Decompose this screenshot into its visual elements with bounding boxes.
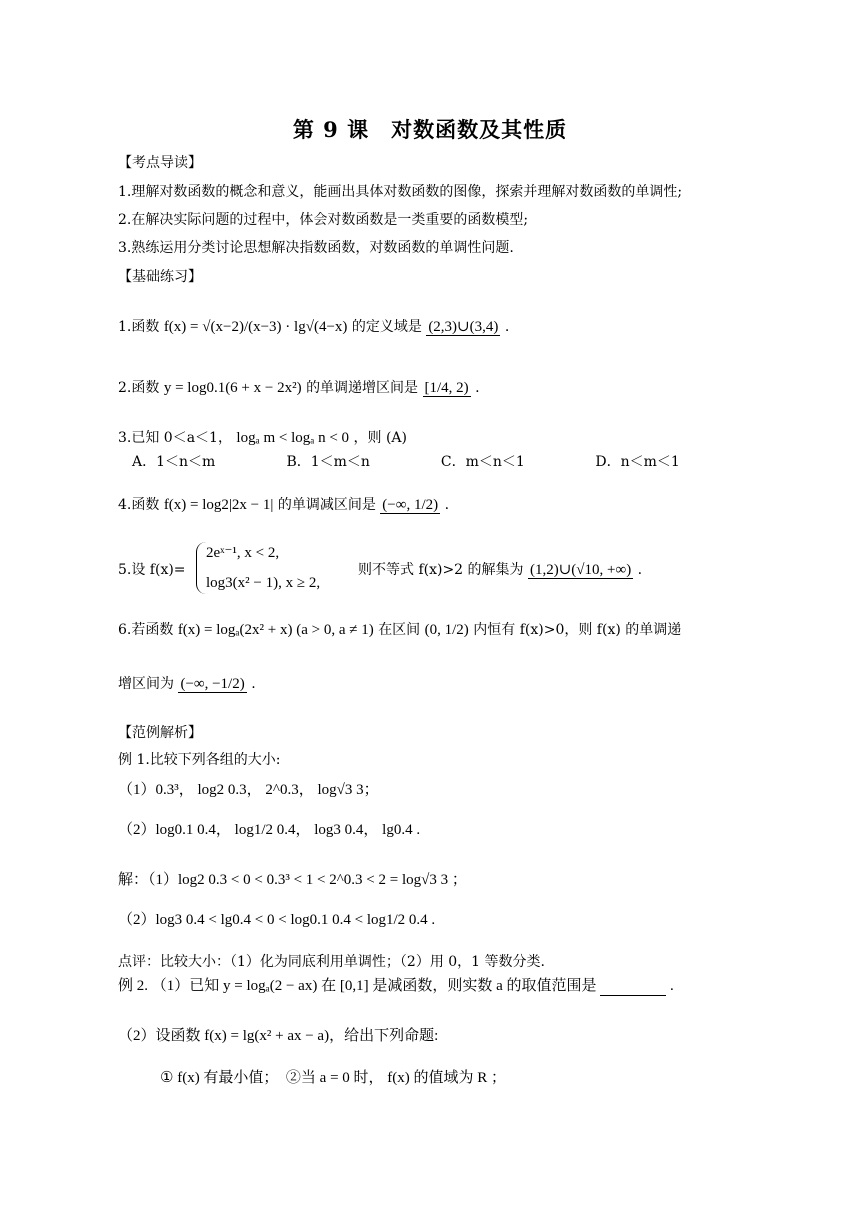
ex1-part1: （1）0.3³， log2 0.3， 2^0.3， log√3 3； xyxy=(118,782,379,798)
ex2-part2: （2）设函数 f(x) = lg(x² + ax − a)，给出下列命题: xyxy=(118,1028,439,1044)
q2-answer: [1/4, 2) xyxy=(424,380,469,396)
q6-formula: f(x) = logₐ(2x² + x) (a > 0, a ≠ 1) xyxy=(177,622,374,638)
ex1-comment: 点评：比较大小：（1）化为同底利用单调性；（2）用 0，1 等数分类. xyxy=(118,954,545,970)
ex2-part1-text: 例 2. （1）已知 y = logₐ(2 − ax) 在 [0,1] 是减函数，则实数 a 的取值范围是 xyxy=(118,978,597,994)
ex1-title: 例 1.比较下列各组的大小: xyxy=(118,752,281,768)
q3-option-b: B．1＜m＜n xyxy=(286,454,370,470)
guide-item-2: 2.在解决实际问题的过程中，体会对数函数是一类重要的函数模型; xyxy=(118,212,529,228)
q4-formula: f(x) = log2|2x − 1| xyxy=(163,497,274,513)
q2-end: . xyxy=(475,380,480,396)
q4-end: . xyxy=(444,497,450,513)
q3-formula: logₐ m < logₐ n < 0 xyxy=(236,430,350,446)
q5-case1: 2eˣ⁻¹, x < 2, xyxy=(206,545,280,561)
q5-end: . xyxy=(637,562,643,578)
q1-mid: 的定义域是 xyxy=(351,319,422,335)
q3-mid: ，则 xyxy=(353,430,382,446)
q3-option-c: C．m＜n＜1 xyxy=(440,454,525,470)
q1-formula: f(x) = √(x−2)/(x−3) · lg√(4−x) xyxy=(163,319,348,335)
ex2-part1-end: . xyxy=(670,978,674,994)
q3-answer: (A) xyxy=(385,430,407,446)
q6-answer: (−∞, −1/2) xyxy=(180,676,245,692)
practice-q3 xyxy=(118,428,407,448)
q1-end: . xyxy=(504,319,510,335)
q6-rest: 内恒有 f(x)>0，则 f(x) 的单调递 xyxy=(473,622,682,638)
q6-end: . xyxy=(251,676,256,692)
section-examples: 【范例解析】 xyxy=(118,725,202,741)
q5-answer: (1,2)∪(√10, +∞) xyxy=(530,562,632,578)
q3-text: 3.已知 0＜a＜1， xyxy=(118,430,232,446)
ex2-answer-blank xyxy=(600,981,666,996)
q6-prefix: 6.若函数 xyxy=(118,622,174,638)
q5-mid: 则不等式 f(x)>2 的解集为 xyxy=(358,562,524,578)
q3-option-d: D．n＜m＜1 xyxy=(595,454,680,470)
practice-q1 xyxy=(118,317,509,337)
q4-answer: (−∞, 1/2) xyxy=(382,497,439,513)
q5-prefix: 5.设 f(x)= xyxy=(118,562,186,578)
q6-mid: 在区间 xyxy=(378,622,421,638)
guide-item-3: 3.熟练运用分类讨论思想解决指数函数，对数函数的单调性问题. xyxy=(118,240,514,256)
q3-option-a: A．1＜n＜m xyxy=(132,454,216,470)
section-practice: 【基础练习】 xyxy=(118,269,202,285)
practice-q4 xyxy=(118,495,449,515)
q2-formula: y = log0.1(6 + x − 2x²) xyxy=(163,380,302,396)
guide-item-1: 1.理解对数函数的概念和意义，能画出具体对数函数的图像，探索并理解对数函数的单调性; xyxy=(118,184,683,200)
practice-q6-line2 xyxy=(118,674,256,694)
practice-q6 xyxy=(118,620,681,640)
ex2-items: ① f(x) 有最小值； ②当 a = 0 时， f(x) 的值域为 R ； xyxy=(160,1070,507,1086)
q6-interval: (0, 1/2) xyxy=(424,622,469,638)
section-guide: 【考点导读】 xyxy=(118,155,202,171)
q2-mid: 的单调递增区间是 xyxy=(306,380,419,396)
q3-options xyxy=(132,452,745,472)
ex2-part1 xyxy=(118,976,674,996)
q2-prefix: 2.函数 xyxy=(118,380,160,396)
page-title: 第 9 课 对数函数及其性质 xyxy=(292,117,568,142)
q4-prefix: 4.函数 xyxy=(118,497,160,513)
q6-line2: 增区间为 xyxy=(118,676,174,692)
q4-mid: 的单调减区间是 xyxy=(277,497,376,513)
practice-q5 xyxy=(118,560,186,580)
q1-prefix: 1.函数 xyxy=(118,319,160,335)
ex1-solution1: 解：（1）log2 0.3 < 0 < 0.3³ < 1 < 2^0.3 < 2 = log√3 3 ； xyxy=(118,872,467,888)
q5-case2: log3(x² − 1), x ≥ 2, xyxy=(206,575,321,591)
q5-tail xyxy=(358,560,642,580)
ex1-part2: （2）log0.1 0.4， log1/2 0.4， log3 0.4， lg0.4 . xyxy=(118,822,421,838)
ex1-solution2: （2）log3 0.4 < lg0.4 < 0 < log0.1 0.4 < log1/2 0.4 . xyxy=(118,912,436,928)
q1-answer: (2,3)∪(3,4) xyxy=(428,319,499,335)
practice-q2 xyxy=(118,378,480,398)
